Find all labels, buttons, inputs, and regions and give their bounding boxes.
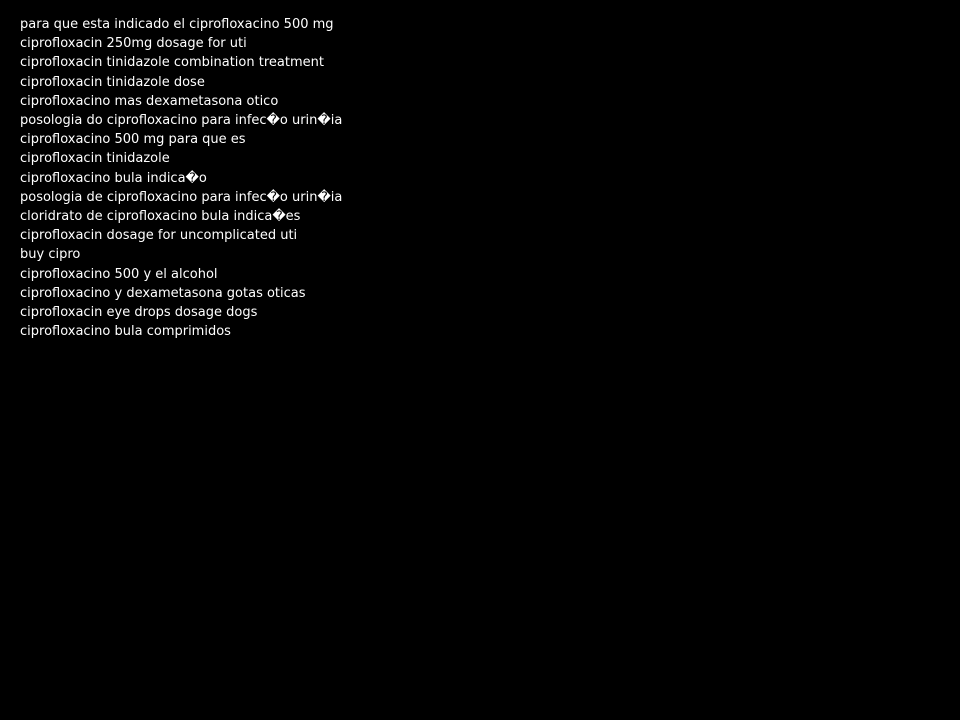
text-line: posologia de ciprofloxacino para infec�o urin�ia xyxy=(20,189,343,205)
text-line: ciprofloxacin tinidazole combination treatment xyxy=(20,55,324,71)
text-line: ciprofloxacin 250mg dosage for uti xyxy=(20,36,247,52)
text-line: ciprofloxacino 500 y el alcohol xyxy=(20,266,218,282)
text-line: ciprofloxacino bula indica�o xyxy=(20,170,207,186)
text-line: ciprofloxacino y dexametasona gotas oticas xyxy=(20,285,306,301)
text-line: buy cipro xyxy=(20,247,81,263)
text-line: ciprofloxacin dosage for uncomplicated uti xyxy=(20,228,298,244)
text-line: ciprofloxacin tinidazole dose xyxy=(20,74,205,90)
text-line: cloridrato de ciprofloxacino bula indica�es xyxy=(20,209,301,225)
text-list xyxy=(20,15,920,341)
text-line: para que esta indicado el ciprofloxacino 500 mg xyxy=(20,17,334,32)
text-line: ciprofloxacin eye drops dosage dogs xyxy=(20,305,258,321)
text-line: ciprofloxacino bula comprimidos xyxy=(20,324,231,340)
text-line: ciprofloxacino 500 mg para que es xyxy=(20,132,246,148)
text-line: ciprofloxacino mas dexametasona otico xyxy=(20,93,279,109)
text-line: ciprofloxacin tinidazole xyxy=(20,151,170,167)
text-line: posologia do ciprofloxacino para infec�o urin�ia xyxy=(20,113,343,129)
